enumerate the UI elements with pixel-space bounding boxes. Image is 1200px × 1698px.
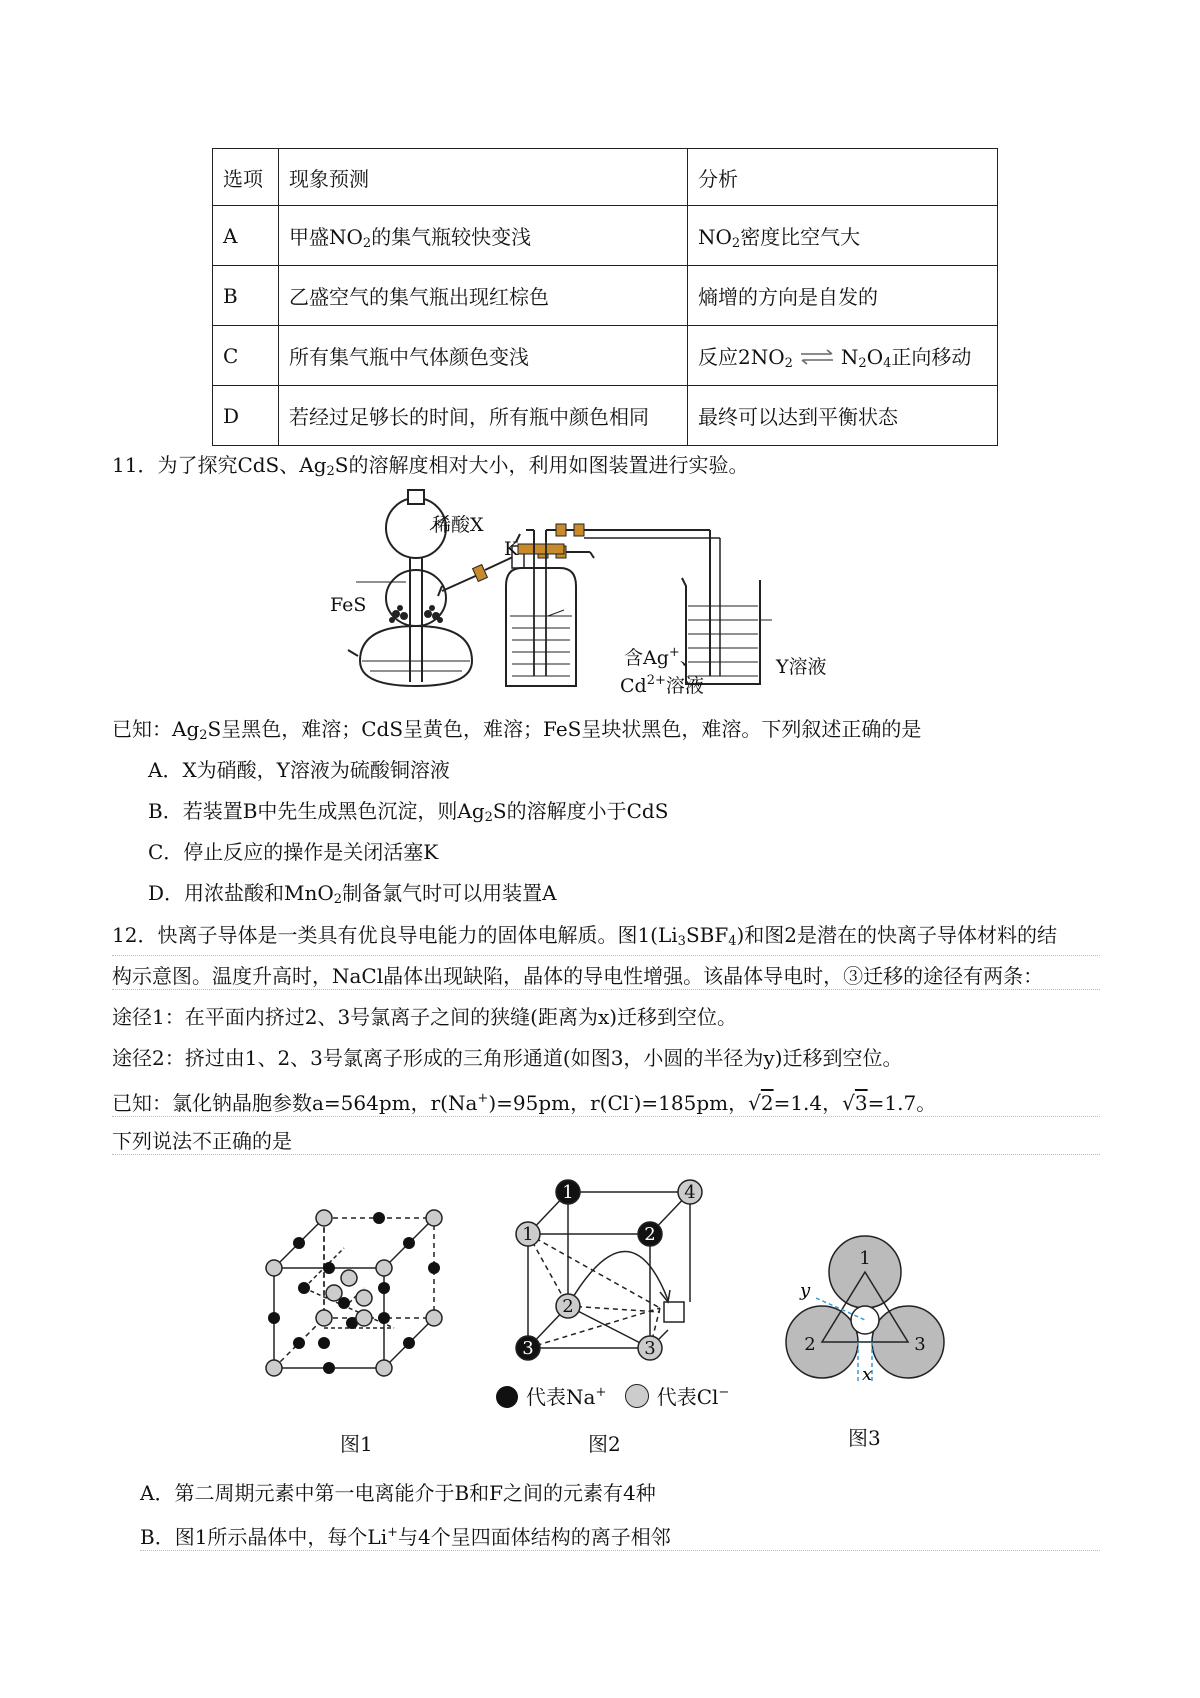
q11-option-c: C．停止反应的操作是关闭活塞K <box>148 840 439 864</box>
caption-figure-2: 图2 <box>588 1432 621 1456</box>
table-row <box>213 206 998 266</box>
q12-option-a: A．第二周期元素中第一电离能介于B和F之间的元素有4种 <box>140 1481 656 1505</box>
row-analysis: 熵增的方向是自发的 <box>688 266 998 326</box>
header-option: 选项 <box>213 149 279 206</box>
row-option: B <box>213 266 279 326</box>
q11-option-d: D．用浓盐酸和MnO$_2$制备氯气时可以用装置A <box>148 881 557 907</box>
row-analysis: 反应$2NO_2$ $N_2O_4$正向移动 <box>688 326 998 386</box>
row-option: D <box>213 386 279 446</box>
sodium-legend-icon <box>496 1386 518 1408</box>
row-phenomenon: 乙盛空气的集气瓶出现红棕色 <box>279 266 688 326</box>
table-row <box>213 266 998 326</box>
q12-line5: 已知：氯化钠晶胞参数a=564pm，r(Na+)=95pm，r(Cl-)=185pm，√2=1.4，√3=1.7。 <box>112 1086 1100 1117</box>
row-phenomenon: 若经过足够长的时间，所有瓶中颜色相同 <box>279 386 688 446</box>
q11-known: 已知：$Ag_2S$呈黑色，难溶；CdS呈黄色，难溶；FeS呈块状黑色，难溶。下列叙述正确的是 <box>112 717 922 743</box>
q11-option-a: A．X为硝酸，Y溶液为硫酸铜溶液 <box>148 758 450 782</box>
q12-line6: 下列说法不正确的是 <box>112 1128 1100 1155</box>
label-dilute-acid: 稀酸X <box>432 514 484 536</box>
figure-3-channel <box>780 1232 950 1392</box>
fig3-num-2: 2 <box>804 1334 816 1355</box>
caption-figure-3: 图3 <box>848 1426 881 1450</box>
fig2-legend: 代表Na+ 代表Cl− <box>496 1380 729 1410</box>
label-solution-y: Y溶液 <box>776 656 827 678</box>
q11-stem: 11．为了探究CdS、$Ag_2S$的溶解度相对大小，利用如图装置进行实验。 <box>112 453 749 479</box>
q12-option-b: B．图1所示晶体中，每个Li+与4个呈四面体结构的离子相邻 <box>140 1520 1100 1551</box>
fig2-num-3b: 3 <box>644 1338 656 1359</box>
fig3-label-y: y <box>800 1280 811 1301</box>
fig2-num-2b: 2 <box>562 1296 574 1317</box>
options-table <box>212 148 998 446</box>
fig2-num-3a: 3 <box>522 1338 534 1359</box>
fig3-num-3: 3 <box>914 1334 926 1355</box>
table-row <box>213 326 998 386</box>
q12-line3: 途径1：在平面内挤过2、3号氯离子之间的狭缝(距离为x)迁移到空位。 <box>112 1005 738 1029</box>
figure-1-crystal <box>264 1188 454 1388</box>
figure-2-crystal <box>510 1172 710 1382</box>
row-phenomenon: 甲盛$NO_2$的集气瓶较快变浅 <box>279 206 688 266</box>
table-header-row <box>213 149 998 206</box>
caption-figure-1: 图1 <box>340 1432 373 1456</box>
fig2-num-1a: 1 <box>562 1182 574 1203</box>
row-analysis: $NO_2$密度比空气大 <box>688 206 998 266</box>
table-row <box>213 386 998 446</box>
q12-line1: 12．快离子导体是一类具有优良导电能力的固体电解质。图$1(Li_3SBF_4)$和图2是潜在的快离子导体材料的结 <box>112 922 1100 956</box>
header-analysis: 分析 <box>688 149 998 206</box>
fig2-num-1b: 1 <box>522 1224 534 1245</box>
row-phenomenon: 所有集气瓶中气体颜色变浅 <box>279 326 688 386</box>
sqrt-icon: √ <box>842 1091 855 1115</box>
label-solution-b-line1: 含Ag+、 <box>624 645 699 669</box>
equilibrium-arrow-icon <box>797 348 837 366</box>
q12-line4: 途径2：挤过由1、2、3号氯离子形成的三角形通道(如图3，小圆的半径为y)迁移到空位。 <box>112 1046 903 1070</box>
row-option: C <box>213 326 279 386</box>
q12-line2: 构示意图。温度升高时，NaCl晶体出现缺陷，晶体的导电性增强。该晶体导电时，③迁移的途径有两条： <box>112 963 1100 990</box>
label-valve-k: K <box>504 538 519 560</box>
label-fes: FeS <box>330 594 367 616</box>
sqrt-icon: √ <box>748 1091 761 1115</box>
label-solution-b-line2: $Cd^{2+}$溶液 <box>620 673 704 697</box>
header-phenomenon: 现象预测 <box>279 149 688 206</box>
fig3-num-1: 1 <box>859 1248 871 1269</box>
chloride-legend-icon <box>625 1384 649 1408</box>
fig3-label-x: x <box>862 1364 873 1385</box>
q11-option-b: B．若装置B中先生成黑色沉淀，则$Ag_2S$的溶解度小于CdS <box>148 799 669 825</box>
row-option: A <box>213 206 279 266</box>
row-analysis: 最终可以达到平衡状态 <box>688 386 998 446</box>
fig2-num-2a: 2 <box>644 1224 656 1245</box>
fig2-num-4: 4 <box>684 1182 696 1203</box>
